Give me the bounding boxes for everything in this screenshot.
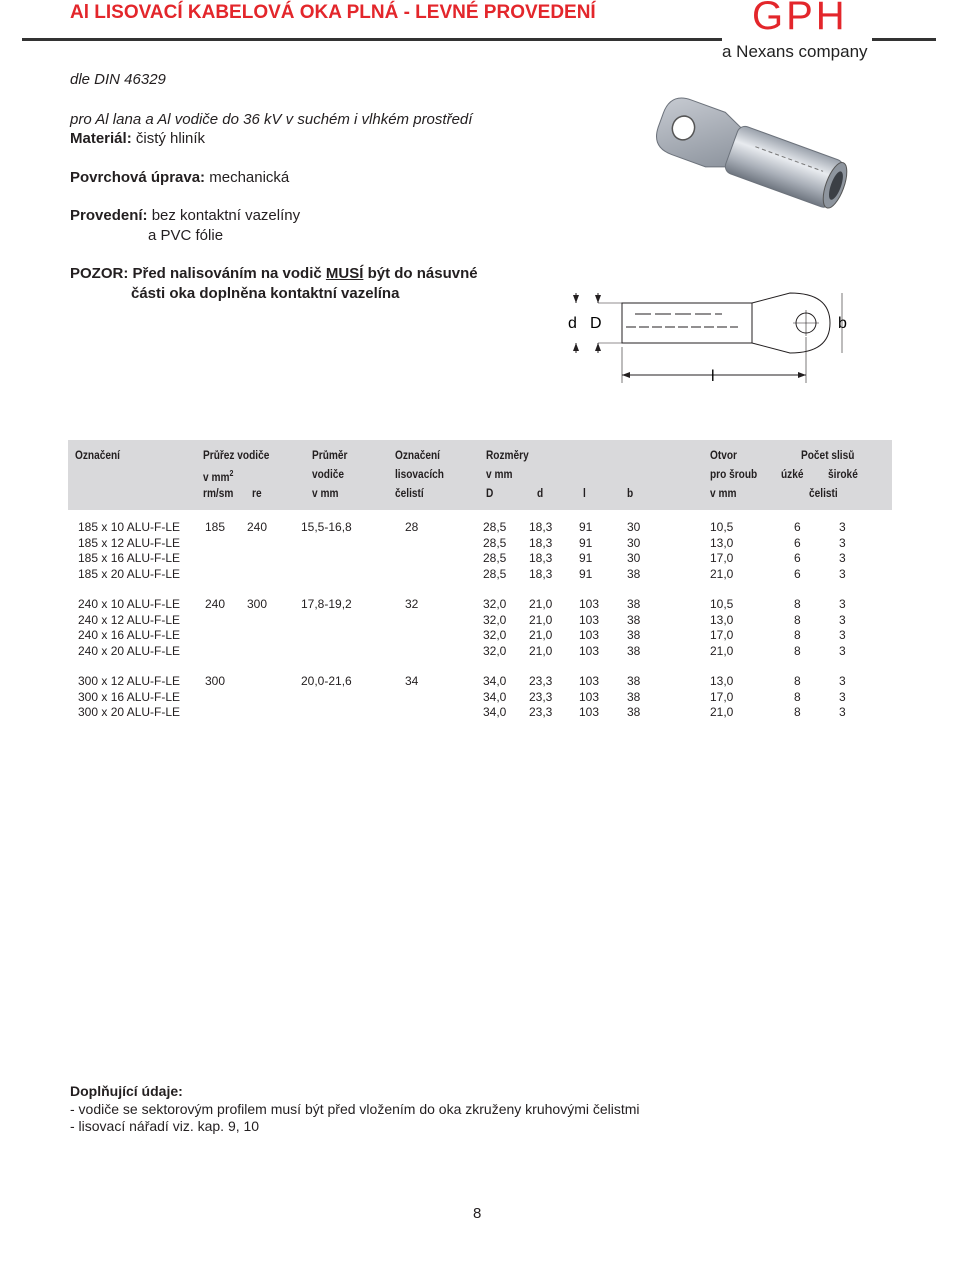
surface-label: Povrchová úprava: bbox=[70, 169, 206, 186]
cell-b: 38 bbox=[627, 628, 641, 642]
cell-b: 38 bbox=[627, 597, 641, 611]
cell-designation: 240 x 16 ALU-F-LE bbox=[78, 628, 181, 642]
cell-l: 103 bbox=[579, 597, 600, 611]
cell-re: 240 bbox=[247, 520, 268, 534]
surface-line bbox=[70, 169, 289, 186]
cell-hole: 17,0 bbox=[710, 689, 734, 704]
page-title: Al LISOVACÍ KABELOVÁ OKA PLNÁ - LEVNÉ PROVEDENÍ bbox=[70, 2, 596, 23]
norm-reference: dle DIN 46329 bbox=[70, 71, 166, 88]
cell-narrow: 8 bbox=[794, 628, 801, 642]
col-header-d: d bbox=[537, 488, 544, 500]
cell-wide: 3 bbox=[839, 535, 846, 550]
cell-d: 18,3 bbox=[529, 520, 553, 534]
cell-rm: 185 bbox=[205, 520, 226, 534]
page-number: 8 bbox=[473, 1205, 482, 1222]
design-label: Provedení: bbox=[70, 207, 148, 224]
col-header-wide: široké bbox=[828, 469, 858, 481]
cell-hole: 17,0 bbox=[710, 628, 734, 642]
cell-wide: 3 bbox=[839, 689, 846, 704]
cell-hole: 13,0 bbox=[710, 674, 734, 688]
col-header-hole-2: pro šroub bbox=[710, 469, 758, 481]
dimension-label-d: d bbox=[568, 315, 577, 332]
product-photo bbox=[628, 82, 858, 262]
col-header-dimensions-unit: v mm bbox=[486, 469, 513, 481]
design-line bbox=[70, 207, 300, 224]
col-header-narrow: úzké bbox=[781, 469, 804, 481]
col-header-cross-section-unit bbox=[203, 469, 233, 484]
cell-D: 28,5 bbox=[483, 520, 507, 534]
cell-wide: 3 bbox=[839, 597, 846, 611]
cell-wide: 3 bbox=[839, 612, 846, 627]
cell-b: 38 bbox=[627, 674, 641, 688]
col-header-re: re bbox=[252, 488, 262, 500]
cell-narrow: 8 bbox=[794, 705, 801, 719]
cell-D: 28,5 bbox=[483, 566, 507, 581]
cell-d: 18,3 bbox=[529, 535, 553, 550]
dimension-label-l: l bbox=[711, 368, 715, 385]
note-line: - lisovací nářadí viz. kap. 9, 10 bbox=[70, 1118, 260, 1134]
cell-wide: 3 bbox=[839, 705, 846, 719]
cell-hole: 10,5 bbox=[710, 520, 734, 534]
usage-text: pro Al lana a Al vodiče do 36 kV v suchém i vlhkém prostředí bbox=[70, 111, 473, 128]
cell-hole: 13,0 bbox=[710, 535, 734, 550]
cell-l: 103 bbox=[579, 628, 600, 642]
col-header-hole-unit: v mm bbox=[710, 488, 737, 500]
cell-narrow: 6 bbox=[794, 520, 801, 534]
cell-D: 32,0 bbox=[483, 597, 507, 611]
cell-wide: 3 bbox=[839, 520, 846, 534]
cell-d: 23,3 bbox=[529, 705, 553, 719]
cell-narrow: 6 bbox=[794, 566, 801, 581]
cell-b: 38 bbox=[627, 612, 641, 627]
col-header-die-designation-3: čelistí bbox=[395, 488, 424, 500]
cell-narrow: 6 bbox=[794, 551, 801, 565]
cell-D: 32,0 bbox=[483, 643, 507, 658]
cell-diameter: 15,5-16,8 bbox=[301, 520, 352, 534]
cell-hole: 17,0 bbox=[710, 551, 734, 565]
dimension-label-D: D bbox=[590, 315, 602, 332]
dimension-label-b: b bbox=[838, 315, 847, 332]
col-header-die-designation: Označení bbox=[395, 450, 441, 462]
col-header-dimensions: Rozměry bbox=[486, 450, 529, 462]
col-header-dies: čelisti bbox=[809, 488, 838, 500]
cell-designation: 300 x 12 ALU-F-LE bbox=[78, 674, 181, 688]
cell-d: 21,0 bbox=[529, 597, 553, 611]
cell-narrow: 8 bbox=[794, 643, 801, 658]
warning-line-2: části oka doplněna kontaktní vazelína bbox=[131, 285, 400, 302]
warning-emphasis: MUSÍ bbox=[325, 265, 364, 282]
cell-wide: 3 bbox=[839, 566, 846, 581]
cell-designation: 300 x 16 ALU-F-LE bbox=[78, 689, 181, 704]
cell-hole: 13,0 bbox=[710, 612, 734, 627]
cell-d: 23,3 bbox=[529, 689, 553, 704]
col-header-designation: Označení bbox=[75, 450, 121, 462]
cell-l: 103 bbox=[579, 689, 600, 704]
cell-l: 91 bbox=[579, 535, 593, 550]
warning-text-a: POZOR: Před nalisováním na vodič bbox=[70, 265, 326, 282]
cell-wide: 3 bbox=[839, 643, 846, 658]
cell-l: 103 bbox=[579, 674, 600, 688]
cell-b: 38 bbox=[627, 689, 641, 704]
cell-l: 103 bbox=[579, 705, 600, 719]
note-line: - vodiče se sektorovým profilem musí být před vložením do oka zkruženy kruhovými čelistmi bbox=[70, 1101, 640, 1117]
cell-D: 34,0 bbox=[483, 705, 507, 719]
design-value-continued: a PVC fólie bbox=[148, 227, 224, 244]
cell-d: 21,0 bbox=[529, 612, 553, 627]
cell-diameter: 20,0-21,6 bbox=[301, 674, 352, 688]
material-value: čistý hliník bbox=[135, 130, 206, 147]
cell-rm: 240 bbox=[205, 597, 226, 611]
cell-hole: 10,5 bbox=[710, 597, 734, 611]
col-header-hole: Otvor bbox=[710, 450, 737, 462]
cell-D: 34,0 bbox=[483, 689, 507, 704]
cell-wide: 3 bbox=[839, 551, 846, 565]
cell-D: 28,5 bbox=[483, 551, 507, 565]
cell-die: 34 bbox=[405, 674, 419, 688]
col-header-diameter-unit: v mm bbox=[312, 488, 339, 500]
material-label: Materiál: bbox=[70, 130, 132, 147]
cell-designation: 240 x 20 ALU-F-LE bbox=[78, 643, 181, 658]
company-logo bbox=[722, 0, 872, 64]
col-header-l: l bbox=[583, 488, 586, 500]
cell-b: 38 bbox=[627, 705, 641, 719]
notes-title: Doplňující údaje: bbox=[70, 1083, 183, 1099]
cell-hole: 21,0 bbox=[710, 705, 734, 719]
cell-b: 30 bbox=[627, 551, 641, 565]
surface-value: mechanická bbox=[209, 169, 290, 186]
cell-l: 91 bbox=[579, 520, 593, 534]
cell-l: 103 bbox=[579, 643, 600, 658]
cell-narrow: 6 bbox=[794, 535, 801, 550]
col-header-diameter: Průměr bbox=[312, 450, 348, 462]
cell-narrow: 8 bbox=[794, 674, 801, 688]
cell-designation: 185 x 20 ALU-F-LE bbox=[78, 566, 181, 581]
cell-wide: 3 bbox=[839, 674, 846, 688]
technical-drawing bbox=[560, 285, 850, 385]
cell-D: 28,5 bbox=[483, 535, 507, 550]
cell-die: 28 bbox=[405, 520, 419, 534]
cell-designation: 185 x 16 ALU-F-LE bbox=[78, 551, 181, 565]
cell-narrow: 8 bbox=[794, 689, 801, 704]
cell-l: 91 bbox=[579, 551, 593, 565]
cell-D: 34,0 bbox=[483, 674, 507, 688]
cell-d: 18,3 bbox=[529, 566, 553, 581]
cell-diameter: 17,8-19,2 bbox=[301, 597, 352, 611]
col-header-D: D bbox=[486, 488, 494, 500]
design-value: bez kontaktní vazelíny bbox=[151, 207, 301, 224]
cell-l: 91 bbox=[579, 566, 593, 581]
col-header-diameter-2: vodiče bbox=[312, 469, 345, 481]
col-header-rm-sm: rm/sm bbox=[203, 488, 234, 500]
cell-d: 21,0 bbox=[529, 628, 553, 642]
col-header-b: b bbox=[627, 488, 634, 500]
unit-text: v mm bbox=[203, 471, 230, 484]
cell-b: 30 bbox=[627, 520, 641, 534]
material-line bbox=[70, 130, 205, 147]
cell-designation: 185 x 10 ALU-F-LE bbox=[78, 520, 181, 534]
cell-b: 38 bbox=[627, 643, 641, 658]
col-header-cross-section: Průřez vodiče bbox=[203, 450, 270, 462]
cell-l: 103 bbox=[579, 612, 600, 627]
cell-wide: 3 bbox=[839, 628, 846, 642]
cell-hole: 21,0 bbox=[710, 643, 734, 658]
cell-d: 23,3 bbox=[529, 674, 553, 688]
cell-designation: 300 x 20 ALU-F-LE bbox=[78, 705, 181, 719]
cell-b: 30 bbox=[627, 535, 641, 550]
col-header-crimp-count: Počet slisů bbox=[801, 450, 855, 462]
cell-designation: 185 x 12 ALU-F-LE bbox=[78, 535, 181, 550]
warning-text-c: být do násuvné bbox=[363, 265, 478, 282]
cell-re: 300 bbox=[247, 597, 268, 611]
logo-tagline: a Nexans company bbox=[722, 42, 868, 61]
cell-designation: 240 x 12 ALU-F-LE bbox=[78, 612, 181, 627]
cell-d: 21,0 bbox=[529, 643, 553, 658]
table-header bbox=[68, 440, 892, 510]
cell-d: 18,3 bbox=[529, 551, 553, 565]
warning-line-1 bbox=[70, 265, 478, 282]
cell-narrow: 8 bbox=[794, 612, 801, 627]
cell-D: 32,0 bbox=[483, 628, 507, 642]
cell-designation: 240 x 10 ALU-F-LE bbox=[78, 597, 181, 611]
logo-wordmark: GPH bbox=[752, 0, 848, 38]
cell-hole: 21,0 bbox=[710, 566, 734, 581]
cell-b: 38 bbox=[627, 566, 641, 581]
unit-superscript: 2 bbox=[229, 469, 234, 478]
cell-die: 32 bbox=[405, 597, 419, 611]
col-header-die-designation-2: lisovacích bbox=[395, 469, 444, 481]
cell-D: 32,0 bbox=[483, 612, 507, 627]
cell-rm: 300 bbox=[205, 674, 226, 688]
cell-narrow: 8 bbox=[794, 597, 801, 611]
